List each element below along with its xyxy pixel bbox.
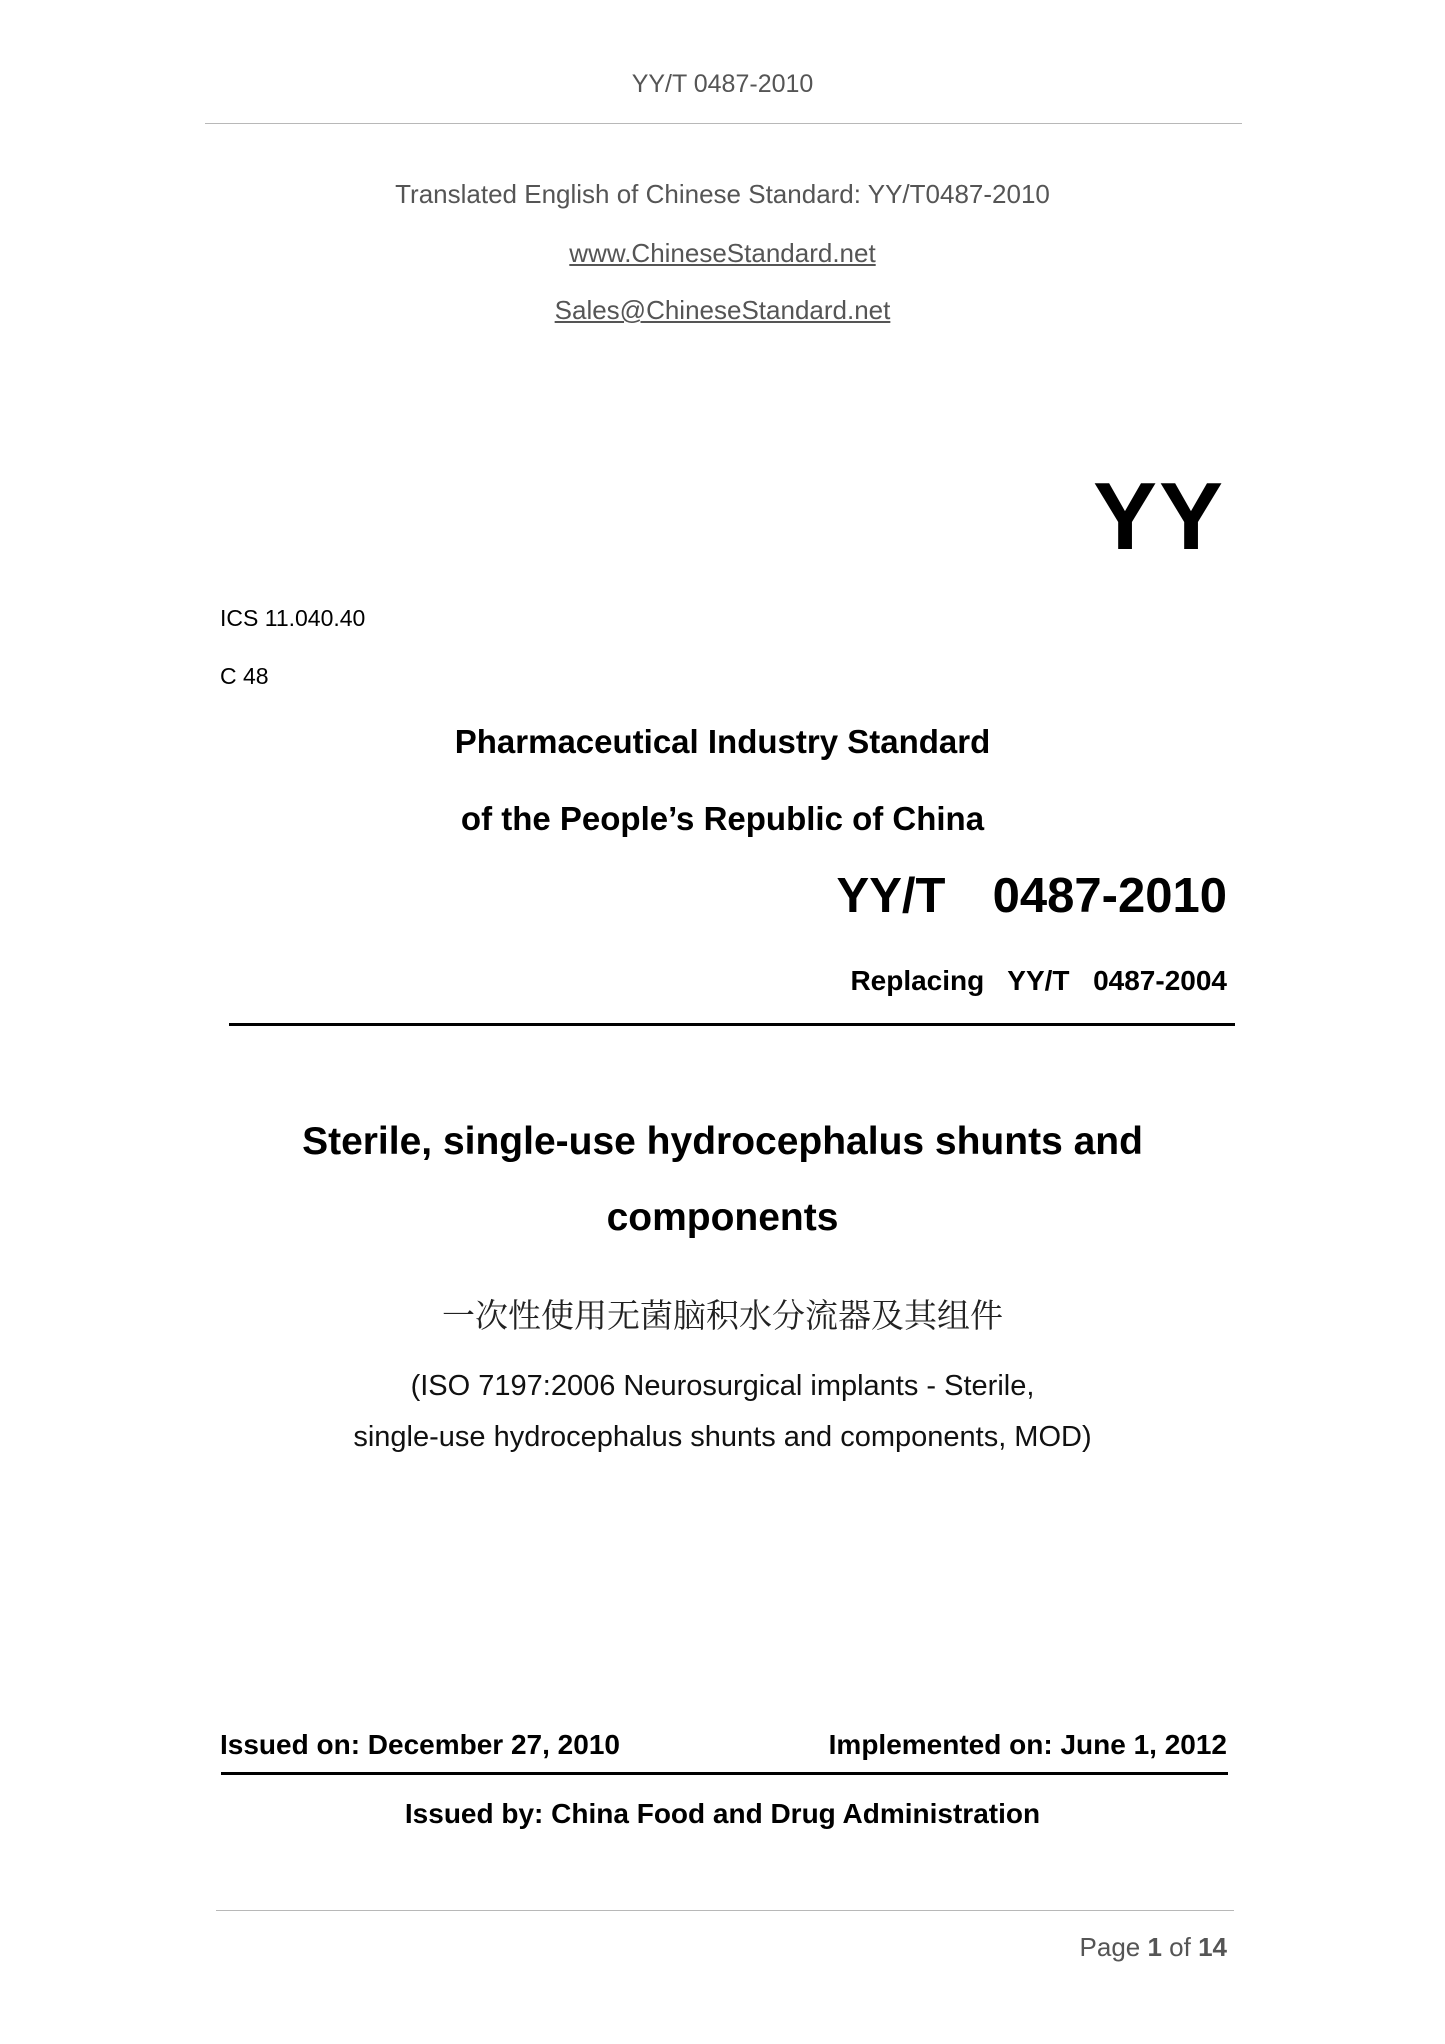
page-number [1080, 1932, 1227, 1963]
footer-divider [216, 1910, 1234, 1911]
iso-reference-line-1: (ISO 7197:2006 Neurosurgical implants - Sterile, [410, 1370, 1035, 1402]
issued-on-date: Issued on: December 27, 2010 [220, 1729, 620, 1760]
document-title-chinese: 一次性使用无菌脑积水分流器及其组件 [442, 1296, 1003, 1335]
document-title-line-1: Sterile, single-use hydrocephalus shunts and [302, 1120, 1143, 1163]
header-divider [205, 123, 1242, 124]
running-header-title: YY/T 0487-2010 [631, 70, 814, 98]
website-link-row [0, 238, 1445, 269]
page-total: 14 [1198, 1932, 1227, 1962]
email-link-row [0, 295, 1445, 326]
page-middle: of [1161, 1932, 1199, 1962]
standard-type-line-1: Pharmaceutical Industry Standard [454, 723, 991, 760]
email-link[interactable]: Sales@ChineseStandard.net [554, 295, 891, 325]
title-divider [229, 1023, 1235, 1026]
issuing-authority: Issued by: China Food and Drug Administration [404, 1798, 1041, 1829]
page-prefix: Page [1079, 1932, 1148, 1962]
ics-code: ICS 11.040.40 [220, 605, 366, 631]
ccs-code: C 48 [220, 663, 269, 689]
issue-divider [221, 1772, 1228, 1775]
standard-code-logo: YY [1092, 463, 1225, 570]
standard-type-line-2: of the People’s Republic of China [460, 800, 985, 837]
document-title-line-2: components [606, 1196, 839, 1239]
page-current: 1 [1147, 1932, 1162, 1962]
website-link[interactable]: www.ChineseStandard.net [569, 238, 876, 268]
replacing-standard: Replacing YY/T 0487-2004 [850, 965, 1227, 996]
translation-notice: Translated English of Chinese Standard: YY/T0487-2010 [395, 179, 1050, 209]
standard-number: YY/T 0487-2010 [836, 869, 1227, 923]
implemented-on-date: Implemented on: June 1, 2012 [828, 1729, 1227, 1760]
iso-reference-line-2: single-use hydrocephalus shunts and components, MOD) [353, 1421, 1092, 1453]
